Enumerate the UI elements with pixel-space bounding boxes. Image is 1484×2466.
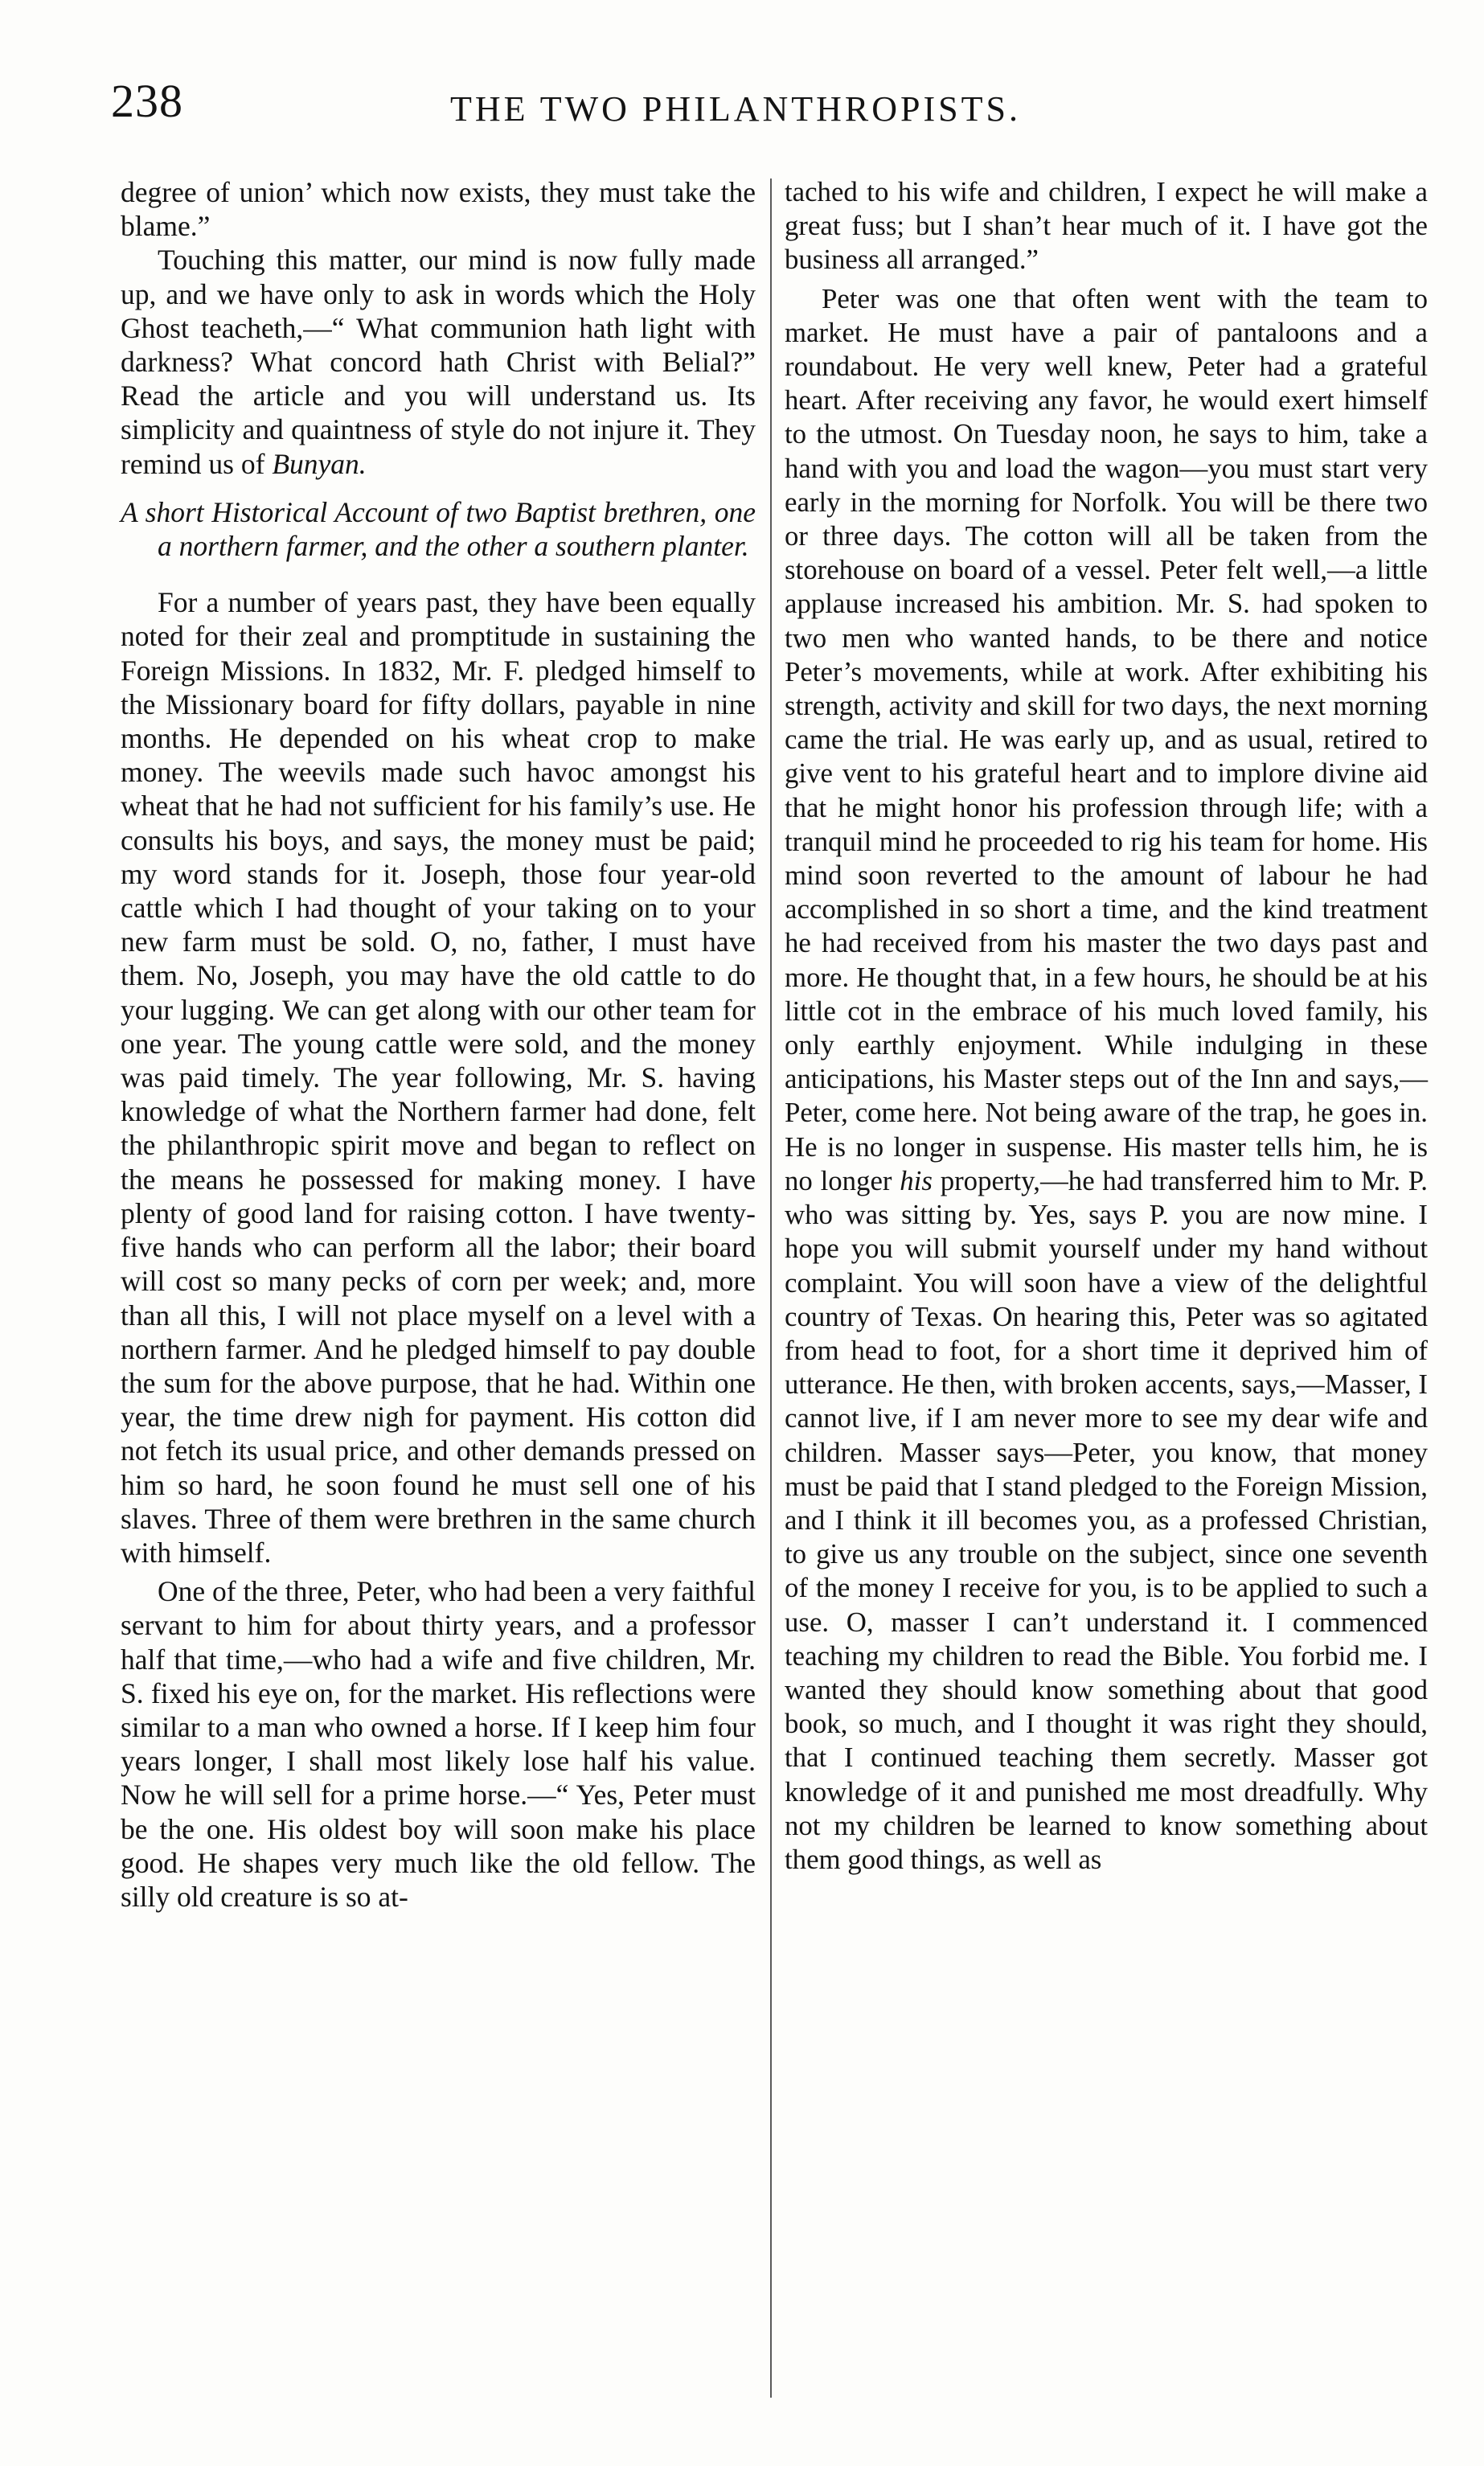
paragraph-story-opening: For a number of years past, they have been equally noted for their zeal and promptitude in sustaining the Foreign Missions. In 1832, Mr. F. pledged himself to the Missionary board for fifty dollars, payable in nine months. He depended on his wheat crop to make money. The weevils made such havoc amongst his wheat that he had not sufficient for his family’s use. He consults his boys, and says, the money must be paid; my word stands for it. Joseph, those four year-old cattle which I had thought of your taking on to your new farm must be sold. O, no, father, I must have them. No, Joseph, you may have the old cattle to do your lugging. We can get along with our other team for one year. The young cattle were sold, and the money was paid timely. The year following, Mr. S. having knowledge of what the Northern farmer had done, felt the philanthropic spirit move and began to reflect on the means he possessed for making money. I have plenty of good land for raising cotton. I have twenty-five hands who can perform all the labor; their board will cost so many pecks of corn per week; and, more than all this, I will not place myself on a level with a northern farmer. And he pledged himself to pay double the sum for the above purpose, that he had. Within one year, the time drew nigh for payment. His cotton did not fetch its usual price, and other demands pressed on him so hard, he soon found he must sell one of his slaves. Three of them were brethren in the same church with himself. xyxy=(121,586,756,1569)
right-column xyxy=(785,175,1428,1877)
trial-text-part1: Peter was one that often went with the team to market. He must have a pair of pantaloons and a roundabout. He very well knew, Peter had a grateful heart. After receiving any favor, he would exert himself to the utmost. On Tuesday noon, he says to him, take a hand with you and load the wagon—you must start very early in the morning for Norfolk. You will be there two or three days. The cotton will all be taken from the storehouse on board of a vessel. Peter felt well,—a little applause increased his ambition. Mr. S. had spoken to two men who wanted hands, to be there and notice Peter’s movements, while at work. After exhibiting his strength, activity and skill for two days, the next morning came the trial. He was early up, and as usual, retired to give vent to his grateful heart and to implore divine aid that he might honor his profession through life; with a tranquil mind he proceeded to rig his team for home. His mind soon reverted to the amount of labour he had accomplished in so short a time, and the kind treatment he had received from his master the two days past and more. He thought that, in a few hours, he should be at his little cot in the embrace of his much loved family, his only earthly enjoyment. While indulging in these anticipations, his Master steps out of the Inn and says,—Peter, come here. Not being aware of the trap, he goes in. He is no longer in suspense. His master tells him, he is no longer xyxy=(785,282,1428,1196)
left-column xyxy=(121,175,756,1914)
column-divider xyxy=(770,178,772,2398)
paragraph-trial xyxy=(785,282,1428,1877)
paragraph-peter: One of the three, Peter, who had been a very faithful servant to him for about thirty years, and a professor half that time,—who had a wife and five children, Mr. S. fixed his eye on, for the market. His reflections were similar to a man who owned a horse. If I keep him four years longer, I shall most likely lose half his value. Now he will sell for a prime horse.—“ Yes, Peter must be the one. His oldest boy will soon make his place good. He shapes very much like the old fellow. The silly old creature is so at- xyxy=(121,1575,756,1913)
paragraph-continuation: degree of union’ which now exists, they must take the blame.” xyxy=(121,176,756,243)
page-number: 238 xyxy=(111,75,183,127)
commentary-italic: Bunyan. xyxy=(272,447,367,480)
article-heading: A short Historical Account of two Baptist brethren, one a northern farmer, and the other a southern planter. xyxy=(121,495,756,563)
running-title: THE TWO PHILANTHROPISTS. xyxy=(450,89,1021,129)
trial-text-part2: property,—he had transferred him to Mr. P. who was sitting by. Yes, says P. you are now mine. I hope you will submit yourself under my hand without complaint. You will soon have a view of the delightful country of Texas. On hearing this, Peter was so agitated from head to foot, for a short time it deprived him of utterance. He then, with broken accents, says,—Masser, I cannot live, if I am never more to see my dear wife and children. Masser says—Peter, you know, that money must be paid that I stand pledged to the Foreign Mission, and I think it ill becomes you, as a professed Christian, to give us any trouble on the subject, since one seventh of the money I receive for you, is to be applied to such a use. O, masser I can’t understand it. I commenced teaching my children to read the Bible. You forbid me. I wanted they should know something about that good book, so much, and I thought it was right they should, that I continued teaching them secretly. Masser got knowledge of it and punished me most dreadfully. Why not my children be learned to know something about them good things, as well as xyxy=(785,1164,1428,1875)
italic-emphasis: his xyxy=(900,1164,933,1196)
paragraph-commentary xyxy=(121,243,756,480)
commentary-text: Touching this matter, our mind is now fully made up, and we have only to ask in words which the Holy Ghost teacheth,—“ What communion hath light with darkness? What concord hath Christ with Belial?” Read the article and you will understand us. Its simplicity and quaintness of style do not injure it. They remind us of xyxy=(121,244,756,480)
paragraph-continuation-right: tached to his wife and children, I expect he will make a great fuss; but I shan’t hear much of it. I have got the business all arranged.” xyxy=(785,176,1428,276)
